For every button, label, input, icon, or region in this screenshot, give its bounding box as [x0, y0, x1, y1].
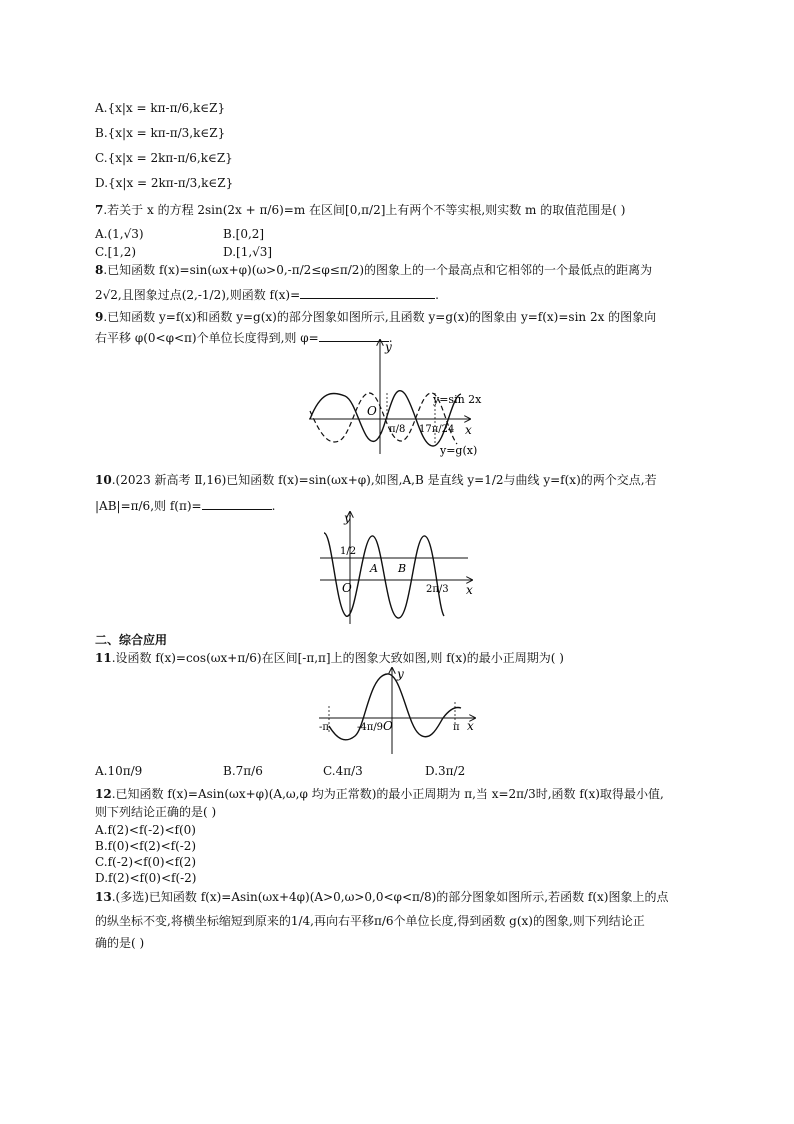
q7-option-a: A.(1,√3) — [95, 227, 144, 241]
q7-stem — [95, 202, 625, 218]
q9-stem-line1 — [95, 309, 656, 325]
q10-number: 10 — [95, 473, 112, 487]
q11-options-row — [95, 763, 465, 779]
q7-text: .若关于 x 的方程 2sin(2x + π/6)=m 在区间[0,π/2]上有两个不等实根,则实数 m 的取值范围是( ) — [103, 203, 626, 217]
q13-stem-line3: 确的是( ) — [95, 936, 145, 950]
q12-option-a: A.f(2)<f(-2)<f(0) — [95, 823, 196, 837]
q10-point-b: B — [398, 562, 407, 575]
q10-half-label: 1/2 — [340, 546, 357, 557]
q12-stem-line1 — [95, 786, 664, 802]
q8-text-2: 2√2,且图象过点(2,-1/2),则函数 f(x)= — [95, 288, 301, 302]
q9-text-1: .已知函数 y=f(x)和函数 y=g(x)的部分图象如图所示,且函数 y=g(x)的图象由 y=f(x)=sin 2x 的图象向 — [103, 310, 657, 324]
q11-tick-pi: π — [453, 722, 460, 733]
q11-figure — [315, 664, 480, 756]
q13-text-1: .(多选)已知函数 f(x)=Asin(ωx+4φ)(A>0,ω>0,0<φ<π/8)的部分图象如图所示,若函数 f(x)图象上的点 — [111, 890, 669, 904]
q9-origin-label: O — [367, 404, 377, 418]
q9-g-label: y=g(x) — [440, 444, 478, 457]
q9-y-label: y — [385, 340, 392, 354]
q10-x-label: x — [466, 583, 473, 597]
q8-answer-blank[interactable] — [300, 286, 435, 299]
q13-stem-line2: 的纵坐标不变,将横坐标缩短到原来的1/4,再向右平移π/6个单位长度,得到函数 g(x)的图象,则下列结论正 — [95, 914, 645, 928]
q8-stem-line1 — [95, 262, 652, 278]
q9-tick-pi8: π/8 — [389, 424, 406, 435]
q10-text-1: .(2023 新高考 Ⅱ,16)已知函数 f(x)=sin(ωx+φ),如图,A,B 是直线 y=1/2与曲线 y=f(x)的两个交点,若 — [111, 473, 657, 487]
q10-y-label: y — [344, 511, 351, 525]
q12-option-b: B.f(0)<f(2)<f(-2) — [95, 839, 197, 853]
q6-option-a: A.{x|x = kπ-π/6,k∈Z} — [95, 101, 226, 115]
q9-stem-line2: 右平移 φ(0<φ<π)个单位长度得到,则 φ= . — [95, 331, 393, 345]
q9-tick-17pi24: 17π/24 — [419, 424, 455, 435]
q11-tick-4pi9: -4π/9 — [357, 722, 384, 733]
q13-number: 13 — [95, 890, 112, 904]
q9-text-2: 右平移 φ(0<φ<π)个单位长度得到,则 φ= — [95, 331, 319, 345]
q10-figure — [310, 508, 480, 626]
q7-options-row1 — [95, 226, 264, 242]
q8-text-1: .已知函数 f(x)=sin(ωx+φ)(ω>0,-π/2≤φ≤π/2)的图象上的一个最高点和它相邻的一个最低点的距离为 — [103, 263, 653, 277]
q10-tick-2pi3: 2π/3 — [426, 584, 449, 595]
q6-option-b: B.{x|x = kπ-π/3,k∈Z} — [95, 126, 226, 140]
q7-options-row2 — [95, 244, 272, 260]
q11-tick-neg-pi: -π — [319, 722, 329, 733]
q7-option-d: D.[1,√3] — [223, 245, 273, 259]
q11-option-a: A.10π/9 — [95, 764, 143, 778]
q7-number: 7 — [95, 203, 104, 217]
q11-number: 11 — [95, 651, 112, 665]
q11-option-b: B.7π/6 — [223, 764, 263, 778]
q11-origin-label: O — [383, 719, 393, 733]
q13-stem-line1 — [95, 889, 668, 905]
q11-curve — [329, 674, 461, 740]
q10-stem-line1 — [95, 472, 657, 488]
q6-option-c: C.{x|x = 2kπ-π/6,k∈Z} — [95, 151, 233, 165]
q9-figure — [305, 336, 490, 461]
q11-y-label: y — [397, 667, 404, 681]
q7-option-b: B.[0,2] — [223, 227, 265, 241]
q10-point-a: A — [370, 562, 378, 575]
q8-number: 8 — [95, 263, 104, 277]
q11-option-d: D.3π/2 — [425, 764, 466, 778]
q7-option-c: C.[1,2) — [95, 245, 137, 259]
q10-answer-blank[interactable] — [202, 497, 272, 510]
q10-stem-line2: |AB|=π/6,则 f(π)= . — [95, 499, 276, 513]
q9-sin2x-label: y=sin 2x — [433, 393, 482, 406]
section-heading: 二、综合应用 — [95, 633, 168, 647]
q9-number: 9 — [95, 310, 104, 324]
q9-x-label: x — [465, 423, 472, 437]
q10-text-2: |AB|=π/6,则 f(π)= — [95, 499, 202, 513]
q11-text: .设函数 f(x)=cos(ωx+π/6)在区间[-π,π]上的图象大致如图,则 f(x)的最小正周期为( ) — [111, 651, 564, 665]
q12-number: 12 — [95, 787, 112, 801]
q6-option-d: D.{x|x = 2kπ-π/3,k∈Z} — [95, 176, 234, 190]
q11-option-c: C.4π/3 — [323, 764, 363, 778]
q11-x-label: x — [467, 719, 474, 733]
q12-option-c: C.f(-2)<f(0)<f(2) — [95, 855, 197, 869]
q12-option-d: D.f(2)<f(0)<f(-2) — [95, 871, 197, 885]
q10-origin-label: O — [342, 581, 352, 595]
q8-stem-line2: 2√2,且图象过点(2,-1/2),则函数 f(x)= . — [95, 288, 439, 302]
q12-stem-line2: 则下列结论正确的是( ) — [95, 805, 217, 819]
q12-text-1: .已知函数 f(x)=Asin(ωx+φ)(A,ω,φ 均为正常数)的最小正周期为 π,当 x=2π/3时,函数 f(x)取得最小值, — [111, 787, 664, 801]
